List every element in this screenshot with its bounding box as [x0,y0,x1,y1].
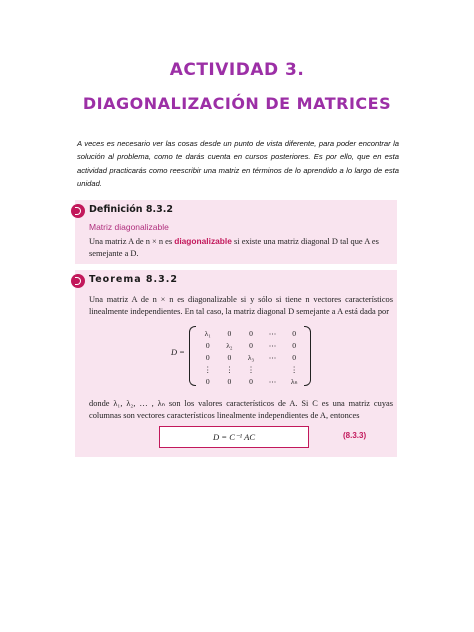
matrix-cell: 0 [292,340,297,350]
definition-heading: Definición 8.3.2 [89,204,173,215]
definition-tab-icon [71,204,85,218]
theorem-text-1: Una matriz A de n × n es diagonalizable si y sólo si tiene n vectores característicos linealmente independientes. En tal caso, la matriz diagonal D semejante a A está dada por [89,295,393,316]
matrix-cell: λ₁ [204,328,211,338]
matrix-cell: 0 [227,352,232,362]
matrix-cell: ⋮ [290,364,298,374]
matrix-cell: ⋯ [268,352,277,362]
matrix-label: D = [171,348,185,357]
theorem-text-2: donde λ₁, λ₂, … , λₙ son los valores característicos de A. Si C es una matriz cuyas columnas son vectores característicos linealmente independientes de A, entonces [89,399,393,420]
definition-text [89,235,389,260]
matrix-cell: 0 [249,376,253,386]
intro-paragraph: A veces es necesario ver las cosas desde un punto de vista diferente, para poder encontrar la solución al problema, como te darás cuenta en cursos posteriores. Es por ello, que en esta actividad practicarás como reescribir una matriz en términos de lo aprendido a lo largo de esta unidad. [77,139,399,189]
definition-box [75,200,397,264]
activity-subtitle: DIAGONALIZACIÓN DE MATRICES [82,94,392,113]
matrix-cell: 0 [249,340,253,350]
matrix-cell: ⋮ [204,364,212,374]
matrix-cell: 0 [205,376,210,386]
matrix-cell: 0 [227,376,232,386]
theorem-tab-icon [71,274,85,288]
definition-subtitle: Matriz diagonalizable [89,222,169,232]
matrix-cell: 0 [292,328,297,338]
matrix-left-paren [189,326,196,386]
equation-box: D = C⁻¹ AC [159,426,309,448]
theorem-heading: Teorema 8.3.2 [89,274,178,285]
matrix-cell: ⋯ [268,328,277,338]
matrix-grid [197,327,305,387]
matrix-cell: 0 [205,340,210,350]
matrix-cell: ⋮ [247,364,255,374]
matrix-cell: 0 [227,328,232,338]
matrix-cell: λ₂ [226,340,233,350]
definition-highlight: diagonalizable [174,236,232,246]
matrix-cell: 0 [249,328,253,338]
matrix-cell: 0 [292,352,297,362]
matrix-cell: ⋮ [225,364,234,374]
definition-text-post: si existe una matriz diagonal D tal que A es semejante a D. [89,237,379,258]
definition-text-pre: Una matriz A de n × n es [89,237,175,246]
matrix-cell: ⋯ [268,340,277,350]
matrix-right-paren [304,326,311,386]
activity-title: ACTIVIDAD 3. [169,60,305,80]
matrix-cell: λ₃ [247,352,255,362]
matrix-cell: ⋯ [268,376,277,386]
matrix-cell: 0 [205,352,210,362]
diagonal-matrix [183,327,303,387]
theorem-box [75,270,397,457]
matrix-cell: λₙ [290,376,298,386]
equation-number: (8.3.3) [343,431,367,440]
